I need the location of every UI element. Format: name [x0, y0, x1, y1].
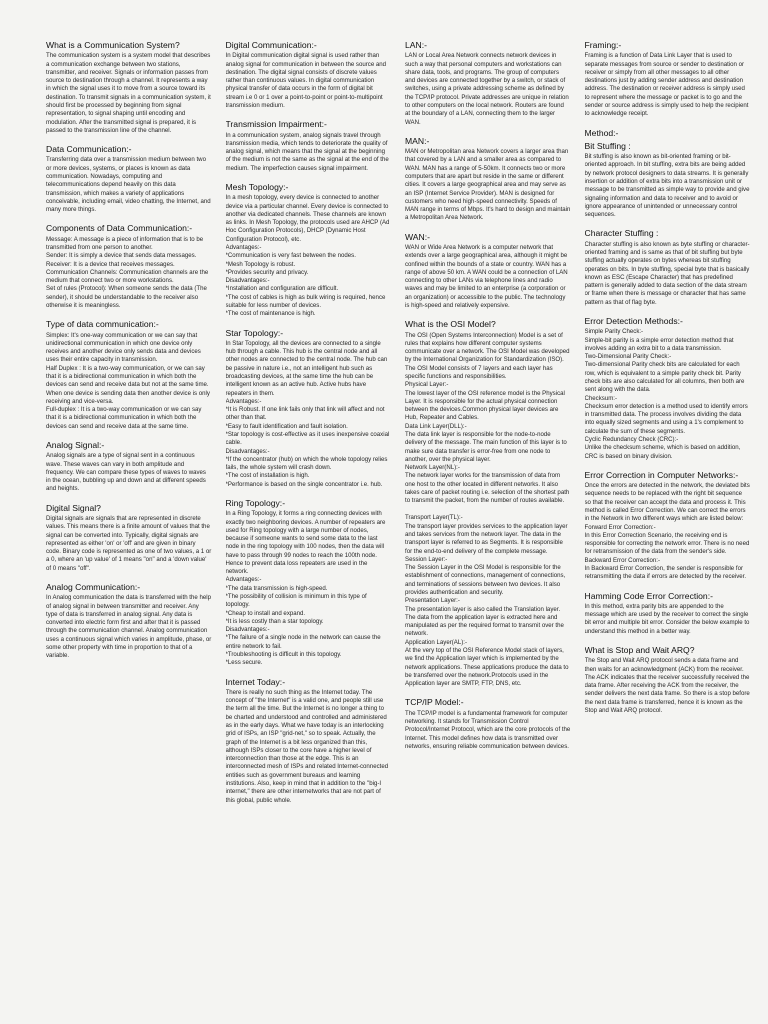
note-section [585, 40, 751, 119]
section-heading: Digital Signal? [46, 502, 101, 513]
section-heading: Data Communication:- [46, 144, 132, 155]
section-body: The Stop and Wait ARQ protocol sends a data frame and then waits for an acknowledgment (ACK) from the receiver. The ACK indicates that the receiver successfully received the data frame. After receiving the ACK from the receiver, the sender delivers the next data frame. So there is a stop before the next data frame is transferred, hence it is known as the Stop and Wait ARQ protocol. [584, 657, 750, 714]
section-body: In a communication system, analog signals travel through transmission media, which tends to deteriorate the quality of analog signal, which means that the signal at the beginning of the medium is not the same as the signal at the end of the medium. The imperfection causes signal impairment. [225, 131, 389, 172]
section-body: Digital signals are signals that are represented in discrete values. This means there is a finite amount of values that the signal can be converted into. Typically, digital signals are represented as either 'on' or 'off' and are given in binary code. Binary code is represented as one of two values, a 1 or a 0, where an 'up value' of 1 means "on" and a 'down value' of 0 means "off". [46, 514, 212, 572]
note-section [46, 40, 212, 135]
section-body: The communication system is a system model that describes a communication exchange between two stations, transmitter, and receiver. Signals or information passes from source to destination through a channel. It represents a way in which the signal uses it to move from a source toward its destination. To transmit signals in a communication system, it should first be processed by beginning from signal representation, to signal shaping until encoding and modulation. After the transmitted signal is prepared, it is passed to the transmission line of the channel. [46, 52, 211, 134]
note-section [226, 328, 392, 489]
section-body: Analog signals are a type of signal sent in a continuous wave. These waves can vary in both amplitude and frequency. We can compare these types of waves to waves in the ocean, bubbling up and down and at different speeds and heights. [46, 452, 206, 493]
note-section [226, 182, 392, 319]
note-section [405, 40, 571, 127]
column-2 [226, 40, 392, 1024]
section-body: Simple Parity Check:- Simple-bit parity is a simple error detection method that involves adding an extra bit to a data transmission. Two-Dimensional Parity Check:- Two-dimensional Parity check bits are calculated for each row, which is equivalent to a simple parity check bit. Parity check bits are also calculated for all columns, then both are sent along with the data. Checksum:- Checksum error detection is a method used to identify errors in transmitted data. The process involves dividing the data into equally sized segments and using a 1's complement to calculate the sum of these segments. Cyclic Redundancy Check (CRC):- Unlike the checksum scheme, which is based on addition, CRC is based on binary division. [584, 328, 748, 460]
section-heading: Analog Communication:- [46, 581, 141, 592]
section-heading: MAN:- [405, 135, 430, 146]
section-heading: Character Stuffing : [584, 228, 659, 239]
section-heading: LAN:- [405, 40, 427, 50]
note-section [405, 319, 571, 505]
note-section [226, 677, 392, 805]
section-heading: Analog Signal:- [46, 439, 105, 450]
note-section [46, 503, 212, 573]
note-section [585, 141, 751, 220]
section-body: LAN or Local Area Network connects network devices in such a way that personal computers and workstations can share data, tools, and programs. The group of computers and devices are connected together by a switch, or stack of switches, using a private addressing scheme as defined by the TCP/IP protocol. Private addresses are unique in relation to other computers on the local network. Routers are found at the boundary of a LAN, connecting them to the larger WAN. [405, 52, 569, 126]
note-section [226, 40, 392, 110]
note-section [405, 697, 571, 751]
section-heading: Components of Data Communication:- [46, 223, 193, 234]
section-body: WAN or Wide Area Network is a computer network that extends over a large geographical area, although it might be confined within the bounds of a state or country. WAN has a range of above 50 km. A WAN could be a connection of LAN connecting to other LANs via telephone lines and radio waves and may be limited to an enterprise (a corporation or an organization) or accessible to the public. The technology is high-speed and relatively expensive. [405, 244, 568, 309]
note-section [46, 223, 212, 310]
section-body: In a mesh topology, every device is connected to another device via a particular channel. Every device is connected to another via dedicated channels. These channels are known as links. In Mesh Topology, the protocols used are AHCP (Ad Hoc Configuration Protocols), DHCP (Dynamic Host Configuration Protocol), etc. Advantages:- *Communication is very fast between the nodes. *Mesh Topology is robust. *Provides security and privacy. Disadvantages:- *Installation and configuration are difficult. *The cost of cables is high as bulk wiring is required, hence suitable for less number of devices. *The cost of maintenance is high. [225, 194, 390, 318]
note-section [226, 498, 392, 668]
section-heading: What is a Communication System? [46, 40, 180, 50]
column-4 [585, 40, 751, 1024]
section-body: Framing is a function of Data Link Layer that is used to separate messages from source or sender to destination or receiver or simply from all other messages to all other destinations just by adding sender address and destination address. The destination or receiver address is simply used to represent where the message or packet is to go and the sender or source address is simply used to help the recipient to acknowledge receipt. [584, 52, 749, 118]
section-body: There is really no such thing as the Internet today. The concept of "the Internet" is a valid one, and people still use the term all the time. But the Internet is no longer a thing to be charted and understood and controlled and administered as in the early days. What we have today is an interlocking grid of ISPs, an ISP "grid-net," so to speak. Actually, the graph of the Internet is a bit less organized than this, although ISPs closer to the core have a higher level of interconnection than those at the edge. This is an interconnected mesh of ISPs and related Internet-connected entities such as government bureaus and learning institutions. Also, keep in mind that in addition to the "big-I internet," there are other internetworks that are not part of this global, public whole. [225, 688, 389, 804]
section-heading: Error Correction in Computer Networks:- [584, 469, 739, 480]
section-heading: Type of data communication:- [46, 319, 159, 330]
section-heading: Method:- [584, 127, 619, 138]
note-section [585, 645, 751, 715]
column-1 [46, 40, 212, 1024]
note-section [585, 128, 751, 138]
section-heading: Mesh Topology:- [225, 182, 289, 192]
section-body: Once the errors are detected in the network, the deviated bits sequence needs to be replaced with the right bit sequence so that the receiver can accept the data and process it. This method is called Error Correction. We can correct the errors in the Network in two different ways which are listed below: Forward Error Correction:- In this Error Correction Scenario, the receiving end is responsible for correcting the network error. There is no need for retransmission of the data from the sender's side. Backward Error Correction:- In Backward Error Correction, the sender is responsible for retransmitting the data if errors are detected by the receiver. [584, 482, 750, 581]
section-heading: TCP/IP Model:- [405, 697, 464, 708]
note-section [585, 591, 751, 636]
section-body: In Digital communication digital signal is used rather than analog signal for communication in between the source and destination. The digital signal consists of discrete values rather than continuous values. In digital communication physical transfer of data occurs in the form of digital bit stream i.e 0 or 1 over a point-to-point or point-to-multipoint transmission medium. [225, 52, 387, 109]
section-body: Simplex: It's one-way communication or we can say that unidirectional communication in which one device only receives and another device only sends data and devices uses their entire capacity in transmission. Half Duplex : It is a two-way communication, or we can say that it is a bidirectional communication in which both the devices can send and receive data but not at the same time. When one device is sending data then another device is only receiving and vice-versa. Full-duplex : It is a two-way communication or we can say that it is a bidirectional communication in which both the devices can send and receive data at the same time. [46, 331, 210, 430]
note-section [585, 316, 751, 461]
note-section [46, 319, 212, 431]
note-section [46, 144, 212, 214]
section-body: The TCP/IP model is a fundamental framework for computer networking. It stands for Transmission Control Protocol/Internet Protocol, which are the core protocols of the Internet. This model defines how data is transmitted over networks, ensuring reliable communication between devices. [405, 709, 571, 750]
section-heading: Hamming Code Error Correction:- [584, 590, 713, 601]
note-section [405, 136, 571, 223]
section-heading: Ring Topology:- [225, 497, 286, 508]
note-section [46, 582, 212, 661]
section-body: MAN or Metropolitan area Network covers a larger area than that covered by a LAN and a smaller area as compared to WAN. MAN has a range of 5-50km. It connects two or more computers that are apart but reside in the same or different cities. It covers a large geographical area and may serve as an ISP (Internet Service Provider). MAN is designed for customers who need high-speed connectivity. Speeds of MAN range in terms of Mbps. It's hard to design and maintain a Metropolitan Area Network. [405, 148, 571, 222]
note-section [585, 228, 751, 307]
section-body: In Star Topology, all the devices are connected to a single hub through a cable. This hub is the central node and all other nodes are connected to the central node. The hub can be passive in nature i.e., not an intelligent hub such as broadcasting devices, at the same time the hub can be intelligent known as an active hub. Active hubs have repeaters in them. Advantages:- *It is Robust. If one link fails only that link will affect and not other than that. *Easy to fault identification and fault isolation. *Star topology is cost-effective as it uses inexpensive coaxial cable. Disadvantages:- *If the concentrator (hub) on which the whole topology relies fails, the whole system will crash down. *The cost of installation is high. *Performance is based on the single concentrator i.e. hub. [225, 339, 390, 488]
section-heading: Framing:- [584, 40, 622, 50]
column-3 [405, 40, 571, 1024]
section-heading: What is Stop and Wait ARQ? [584, 644, 695, 655]
section-body: Transferring data over a transmission medium between two or more devices, systems, or places is known as data communication. Nowadays, computing and telecommunications depend heavily on this data transmission, which makes a variety of applications conceivable, including email, video chatting, the Internet, and many more things. [46, 156, 211, 214]
note-section [46, 440, 212, 494]
section-heading: Digital Communication:- [225, 40, 317, 50]
section-heading: Error Detection Methods:- [584, 316, 683, 326]
section-body: In a Ring Topology, it forms a ring connecting devices with exactly two neighboring devices. A number of repeaters are used for Ring topology with a large number of nodes, because if someone wants to send some data to the last node in the ring topology with 100 nodes, then the data will have to pass through 99 nodes to reach the 100th node. Hence to prevent data loss repeaters are used in the network. Advantages:- *The data transmission is high-speed. *The possibility of collision is minimum in this type of topology. *Cheap to install and expand. *It is less costly than a star topology. Disadvantages:- *The failure of a single node in the network can cause the entire network to fail. *Troubleshooting is difficult in this topology. *Less secure. [225, 510, 386, 667]
section-body: Bit stuffing is also known as bit-oriented framing or bit-oriented approach. In bit stuffing, extra bits are being added by network protocol designers to data streams. It is generally insertion or addition of extra bits into a transmission unit or message to be transmitted as simple way to provide and give signaling information and data to receiver and to avoid or ignore appearance of unintended or unnecessary control sequences. [584, 153, 750, 219]
section-body: Message: A message is a piece of information that is to be transmitted from one person to another. Sender: It is simply a device that sends data messages. Receiver: It is a device that receives messages. Communication Channels: Communication channels are the medium that connect two or more workstations. Set of rules (Protocol): When someone sends the data (The sender), it should be understandable to the receiver also otherwise it is meaningless. [46, 235, 209, 309]
section-body: Character stuffing is also known as byte stuffing or character-oriented framing and is same as that of bit stuffing but byte stuffing actually operates on bytes whereas bit stuffing operates on bits. In byte stuffing, special byte that is basically known as ESC (Escape Character) that has predefined pattern is generally added to data section of the data stream or frame when there is message or character that has same pattern as that of flag byte. [584, 240, 750, 306]
note-section [226, 119, 392, 173]
note-section [405, 514, 571, 688]
section-heading: Transmission Impairment:- [225, 119, 327, 130]
section-body: Transport Layer(TL):- The transport layer provides services to the application layer and takes services from the network layer. The data in the transport layer is referred to as Segments. It is responsible for the end-to-end delivery of the complete message. Session Layer:- The Session Layer in the OSI Model is responsible for the establishment of connections, management of connections, and terminations of sessions between two devices. It also provides authentication and security. Presentation Layer:- The presentation layer is also called the Translation layer. The data from the application layer is extracted here and manipulated as per the required format to transmit over the network. Application Layer(AL):- At the very top of the OSI Reference Model stack of layers, we find the Application layer which is implemented by the network applications. These applications produce the data to be transferred over the network.Protocols used in the Application layer are SMTP, FTP, DNS, etc. [405, 514, 569, 688]
section-heading: Star Topology:- [225, 327, 284, 338]
section-heading: Bit Stuffing : [584, 140, 631, 151]
section-body: In this method, extra parity bits are appended to the message which are used by the receiver to correct the single bit error and multiple bit error. Consider the below example to understand this method in a better way. [584, 602, 750, 635]
section-heading: Internet Today:- [225, 676, 286, 687]
section-body: In Analog communication the data is transferred with the help of analog signal in between transmitter and receiver. Any type of data is transferred in analog signal. Any data is converted into electric form first and after that it is passed through the communication channel. Analog communication uses a continuous signal which varies in amplitude, phase, or some other property with time in proportion to that of a variable. [46, 594, 212, 660]
note-section [405, 232, 571, 311]
section-heading: What is the OSI Model? [405, 319, 496, 330]
note-section [585, 470, 751, 582]
section-heading: WAN:- [405, 231, 430, 242]
section-body: The OSI (Open Systems Interconnection) Model is a set of rules that explains how different computer systems communicate over a network. The OSI Model was developed by the International Organization for Standardization (ISO). The OSI Model consists of 7 layers and each layer has specific functions and responsibilities. Physical Layer:- The lowest layer of the OSI reference model is the Physical Layer. It is responsible for the actual physical connection between the devices.Common physical layer devices are Hub, Repeater and Cables. Data Link Layer(DLL):- The data link layer is responsible for the node-to-node delivery of the message. The main function of this layer is to make sure data transfer is error-free from one node to another, over the physical layer. Network Layer(NL):- The network layer works for the transmission of data from one host to the other located in different networks. It also takes care of packet routing i.e. selection of the shortest path to transmit the packet, from the number of routes available. [405, 331, 570, 505]
